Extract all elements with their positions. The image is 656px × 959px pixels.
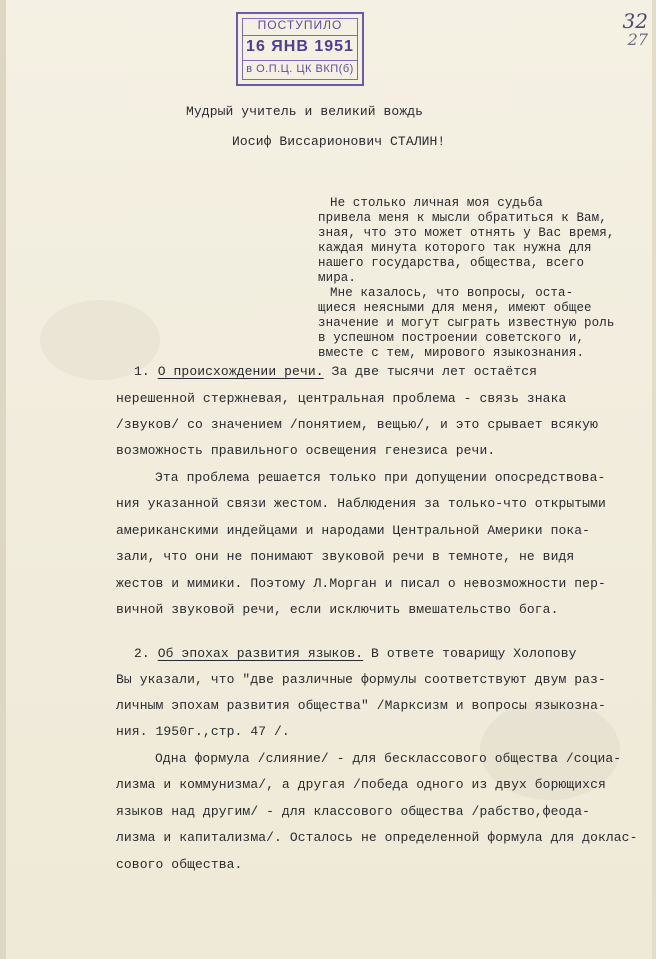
stamp-date: 16 ЯНВ 1951 xyxy=(246,38,354,55)
section-2-number: 2. xyxy=(134,646,150,661)
epigraph-line: значение и могут сыграть известную роль xyxy=(318,316,615,330)
epigraph-line: в успешном построении советского и, xyxy=(318,331,585,345)
section-2-first-line xyxy=(134,646,577,662)
section-2-line: Вы указали, что "две различные формулы соответствуют двум раз- xyxy=(116,672,606,687)
address-line-1: Мудрый учитель и великий вождь xyxy=(186,104,424,119)
section-1-line: возможность правильного освещения генезиса речи. xyxy=(116,443,496,458)
section-1-number: 1. xyxy=(134,364,150,379)
section-1-heading: О происхождении речи. xyxy=(157,364,324,379)
epigraph-line: каждая минута которого так нужна для xyxy=(318,241,592,255)
section-1-paragraph-2-line: жестов и мимики. Поэтому Л.Морган и писал о невозможности пер- xyxy=(116,576,606,591)
section-1-paragraph-2-line: вичной звуковой речи, если исключить вмешательство бога. xyxy=(116,602,559,617)
stamp-department: в О.П.Ц. ЦК ВКП(б) xyxy=(246,63,354,75)
section-2-line: ния. 1950г.,стр. 47 /. xyxy=(116,724,290,739)
section-2-paragraph-2-line: лизма и капитализма/. Осталось не определенной формула для доклас- xyxy=(116,830,638,845)
section-1-paragraph-2-line: ния указанной связи жестом. Наблюдения за только-что открытыми xyxy=(116,496,606,511)
received-stamp xyxy=(236,12,364,86)
section-1-line-1-rest: За две тысячи лет остаётся xyxy=(323,364,537,379)
epigraph-line: нашего государства, общества, всего xyxy=(318,256,585,270)
section-2-line-1-rest: В ответе товарищу Холопову xyxy=(363,646,577,661)
page-edge-left xyxy=(0,0,6,959)
section-2-paragraph-2-line: лизма и коммунизма/, а другая /победа одного из двух борющихся xyxy=(116,777,606,792)
stamp-rule xyxy=(242,60,358,61)
folio-sub-number: 27 xyxy=(627,30,648,49)
section-2-paragraph-2-line: сового общества. xyxy=(116,857,243,872)
epigraph-line: щиеся неясными для меня, имеют общее xyxy=(318,301,592,315)
folio-number xyxy=(623,10,648,48)
epigraph-line: вместе с тем, мирового языкознания. xyxy=(318,346,585,360)
stamp-rule xyxy=(242,35,358,36)
section-1-line: /звуков/ со значением /понятием, вещью/, и это срывает всякую xyxy=(116,417,598,432)
stamp-received-label: ПОСТУПИЛО xyxy=(257,18,343,32)
section-1-paragraph-2-line: зали, что они не понимают звуковой речи в темноте, не видя xyxy=(116,549,575,564)
section-2-paragraph-2-line: языков над другим/ - для классового общества /рабство,феода- xyxy=(116,804,591,819)
epigraph-line: привела меня к мысли обратиться к Вам, xyxy=(318,211,607,225)
section-1-line: нерешенной стержневая, центральная проблема - связь знака xyxy=(116,391,567,406)
section-1-paragraph-2-line: американскими индейцами и народами Центральной Америки пока- xyxy=(116,523,591,538)
section-1-first-line xyxy=(134,364,537,380)
section-2-line: личным эпохам развития общества" /Марксизм и вопросы языкозна- xyxy=(116,698,606,713)
epigraph-line: Не столько личная моя судьба xyxy=(330,196,543,210)
epigraph-line: мира. xyxy=(318,271,357,285)
section-2-heading: Об эпохах развития языков. xyxy=(157,646,364,661)
epigraph-line: Мне казалось, что вопросы, оста- xyxy=(330,286,574,300)
page-edge-right xyxy=(652,0,656,959)
section-1-paragraph-2-line: Эта проблема решается только при допущении опосредствова- xyxy=(155,470,606,485)
folio-main-number: 32 xyxy=(622,9,648,33)
section-2-paragraph-2-line: Одна формула /слияние/ - для бесклассового общества /социа- xyxy=(155,751,622,766)
address-line-2: Иосиф Виссарионович СТАЛИН! xyxy=(232,134,446,149)
epigraph-line: зная, что это может отнять у Вас время, xyxy=(318,226,615,240)
